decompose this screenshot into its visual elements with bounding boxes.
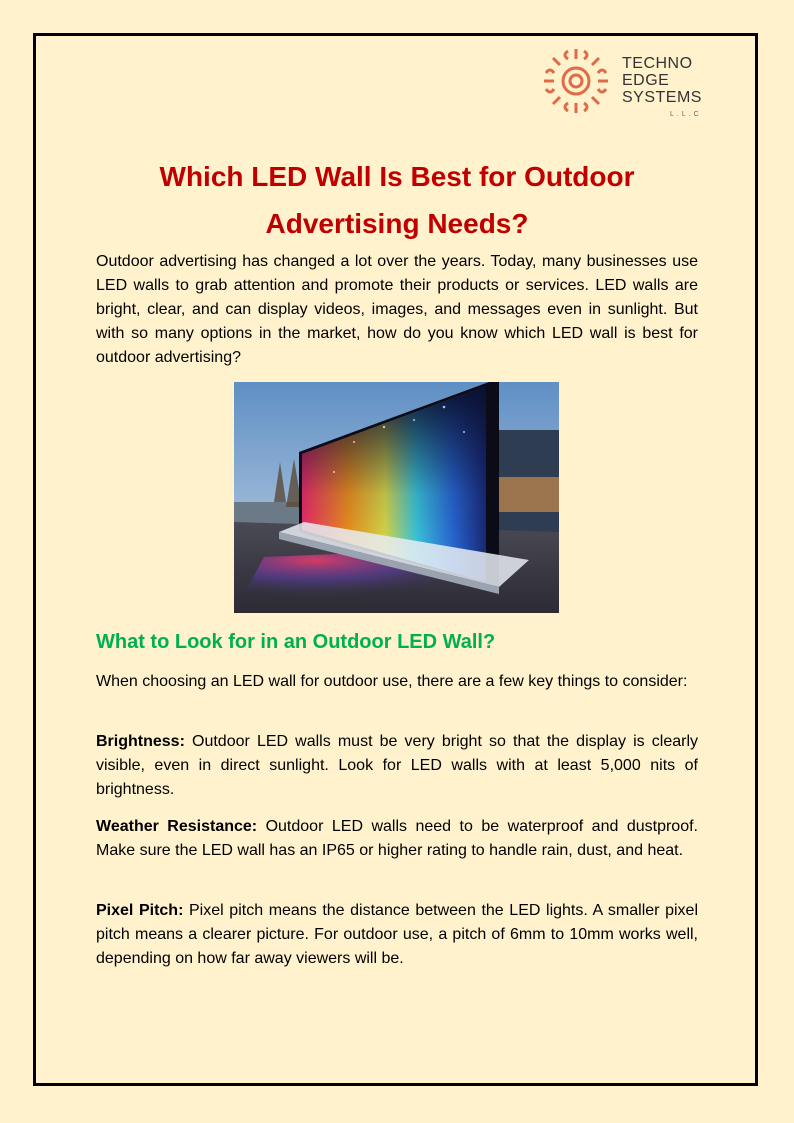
- logo-suffix: L.L.C: [670, 111, 702, 118]
- logo-line-techno: TECHNO: [622, 55, 693, 72]
- page-title: Which LED Wall Is Best for Outdoor Advertising Needs?: [159, 161, 635, 239]
- led-wall-illustration: [234, 382, 559, 613]
- techno-edge-gear-icon: [540, 45, 612, 117]
- feature-term: Brightness:: [96, 733, 185, 750]
- section-heading: What to Look for in an Outdoor LED Wall?: [96, 631, 496, 653]
- feature-text: Outdoor LED walls must be very bright so that the display is clearly visible, even in direct sunlight. Look for LED walls with at least 5,000 nits of brightness.: [96, 733, 698, 798]
- feature-brightness: [96, 730, 698, 802]
- logo-line-edge: EDGE: [622, 72, 670, 89]
- section-lead: When choosing an LED wall for outdoor use, there are a few key things to consider:: [96, 673, 688, 690]
- feature-term: Weather Resistance:: [96, 818, 258, 835]
- logo-wordmark: [622, 55, 702, 106]
- feature-text: Pixel pitch means the distance between the LED lights. A smaller pixel pitch means a clearer picture. For outdoor use, a pitch of 6mm to 10mm works well, depending on how far away viewers will be.: [96, 902, 698, 967]
- logo-line-systems: SYSTEMS: [622, 89, 702, 106]
- intro-paragraph: Outdoor advertising has changed a lot over the years. Today, many businesses use LED walls to grab attention and promote their products or services. LED walls are bright, clear, and can display videos, images, and messages even in sunlight. But with so many options in the market, how do you know which LED wall is best for outdoor advertising?: [96, 253, 698, 366]
- outdoor-led-wall-photo: [234, 382, 559, 613]
- feature-weather-resistance: [96, 815, 698, 863]
- feature-pixel-pitch: [96, 899, 698, 971]
- company-logo: [540, 45, 710, 125]
- feature-text: Outdoor LED walls need to be waterproof and dustproof. Make sure the LED wall has an IP65 or higher rating to handle rain, dust, and heat.: [96, 818, 698, 859]
- feature-term: Pixel Pitch:: [96, 902, 184, 919]
